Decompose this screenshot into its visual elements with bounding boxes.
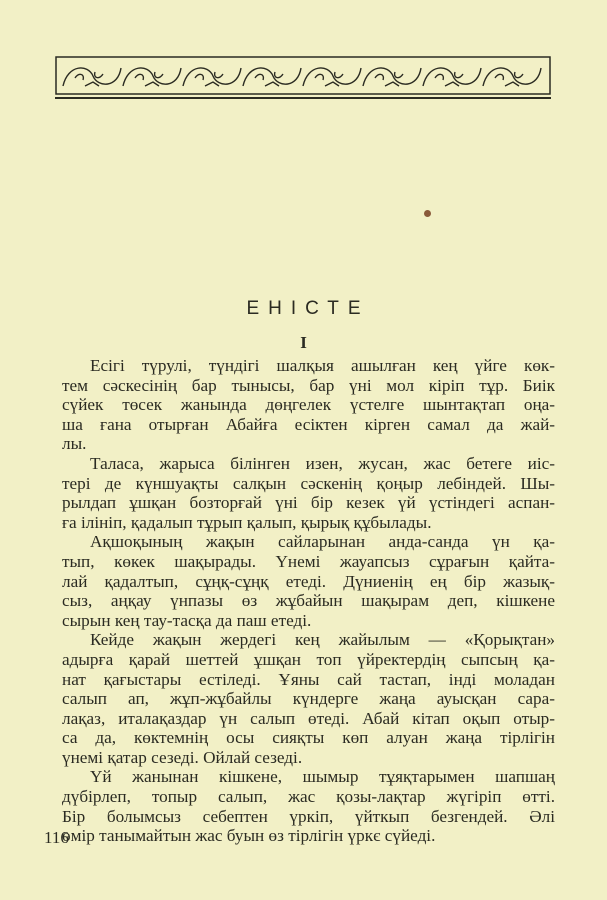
text-line: тем сәскесінің бар тынысы, бар үні мол кіріп тұр. Биік: [62, 375, 555, 395]
ornament-scroll: [183, 68, 241, 86]
text-line: сыз, аңқау үнпазы өз жұбайын шақырам деп, кішкене: [62, 591, 555, 611]
text-line: лы.: [62, 434, 87, 454]
ornament-scroll: [423, 68, 481, 86]
text-line: лай қадалтып, сұңқ-сұңқ етеді. Дүниенің ең бір жазық-: [62, 571, 555, 591]
text-line: ға ілініп, қадалып тұрып қалып, қырық құбылады.: [62, 512, 432, 532]
text-line: Ақшоқының жақын сайларынан анда-санда үн қа-: [90, 532, 555, 552]
text-line: ша ғана отырған Абайға есіктен кірген самал да жай-: [62, 414, 555, 434]
ornament-scroll: [243, 68, 301, 86]
text-line: са да, көктемнің осы сияқты көп алуан жаңа тірлігін: [62, 728, 555, 748]
text-line: Таласа, жарыса білінген изен, жусан, жас бетеге иіс-: [90, 453, 555, 473]
text-line: Үй жанынан кішкене, шымыр тұяқтарымен шапшаң: [90, 767, 555, 787]
text-line: лақаз, италақаздар үн салып өтеді. Абай кітап оқып отыр-: [62, 708, 555, 728]
text-line: сүйек төсек жанында дөңгелек үстелге шынтақтап оңа-: [62, 395, 555, 415]
text-line: Кейде жақын жердегі кең жайылым — «Қорықтан»: [90, 630, 555, 650]
ornament-scroll: [63, 68, 121, 86]
text-line: адырға қарай шеттей ұшқан топ үйректердің сыпсың қа-: [62, 649, 555, 669]
text-line: Есігі түрулі, түндігі шалқыя ашылған кең үйге көк-: [90, 356, 555, 375]
text-line: нат қағыстары естіледі. Ұяны сай тастап, інді моладан: [62, 669, 555, 689]
text-line: тып, көкек шақырады. Үнемі жауапсыз сұрағын қайта-: [62, 551, 555, 571]
chapter-number: I: [300, 333, 307, 352]
text-line: Бір болымсыз себептен үркіп, үйткып безгендей. Әлі: [62, 806, 555, 826]
text-line: дүбірлеп, топыр салып, жас қозы-лақтар жүгіріп өтті.: [62, 787, 555, 807]
ornament-scroll: [363, 68, 421, 86]
text-line: сырын кең тау-тасқа да паш етеді.: [62, 610, 312, 630]
ornament-scroll: [303, 68, 361, 86]
ornament-scroll: [123, 68, 181, 86]
ink-spot: [424, 210, 431, 217]
text-line: өмір танымайтын жас буын өз тірлігін үркє сүйеді.: [62, 826, 436, 846]
body-text: [62, 356, 555, 846]
ornament-scroll: [483, 68, 541, 86]
chapter-title: ЕНІСТЕ: [246, 298, 370, 319]
page-number: 116: [44, 828, 69, 847]
text-line: тері де күншуақты салқын сәскенің қоңыр лебіндей. Шы-: [62, 473, 555, 493]
text-line: рылдап ұшқан бозторғай үні бір кезек үй үстіндегі аспан-: [62, 493, 555, 513]
text-line: үнемі қатар сезеді. Ойлай сезеді.: [62, 747, 303, 767]
text-line: салып ап, жұп-жұбайлы күндерге жаңа ауысқан сара-: [62, 689, 555, 709]
ornament-banner: [55, 56, 551, 100]
